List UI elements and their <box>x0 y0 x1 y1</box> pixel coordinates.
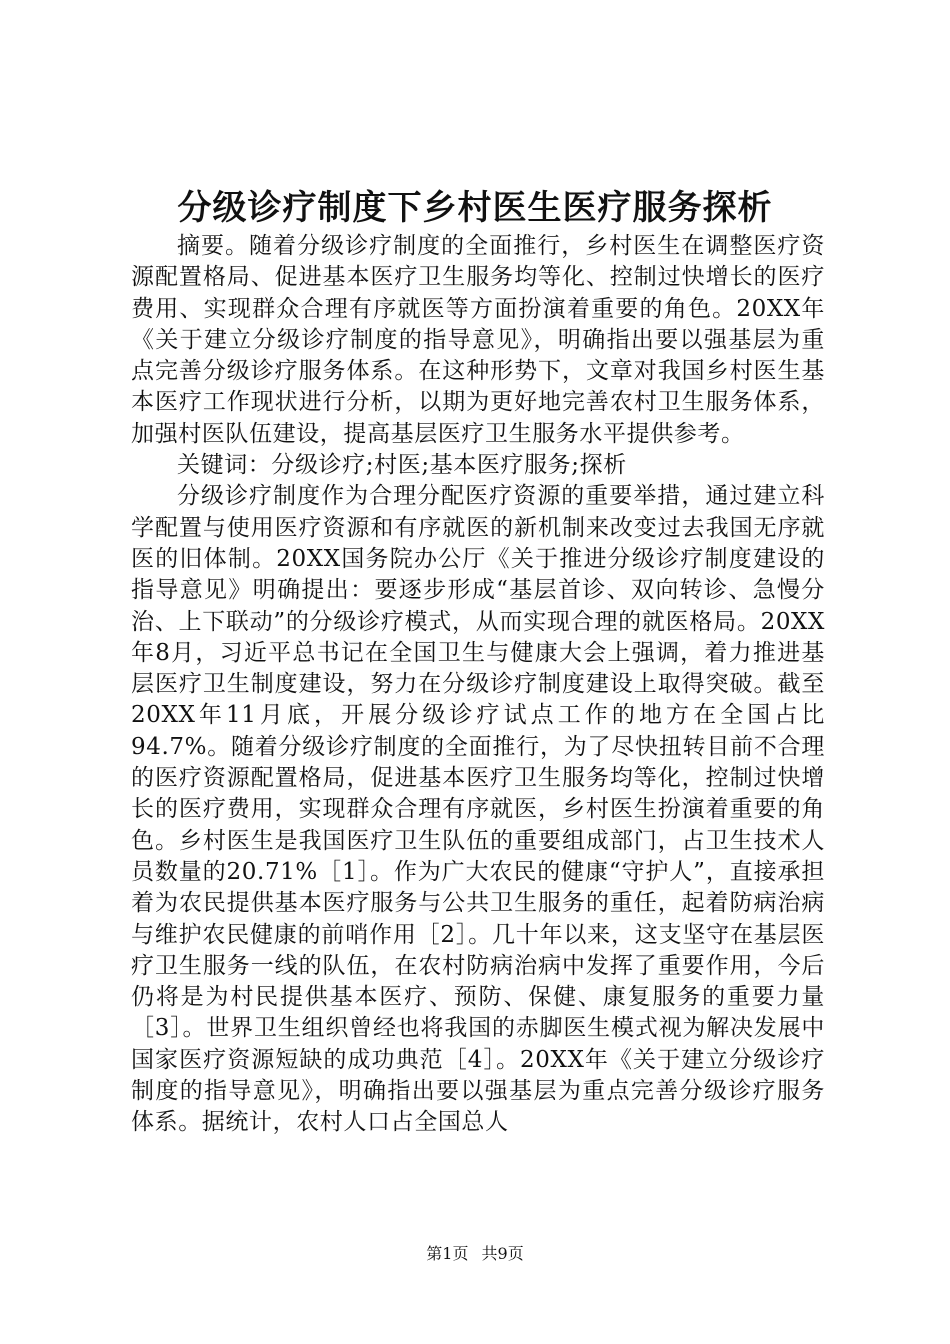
abstract-paragraph: 摘要。随着分级诊疗制度的全面推行，乡村医生在调整医疗资源配置格局、促进基本医疗卫生服务均等化、控制过快增长的医疗费用、实现群众合理有序就医等方面扮演着重要的角色。20XX年《关于建立分级诊疗制度的指导意见》，明确指出要以强基层为重点完善分级诊疗服务体系。在这种形势下，文章对我国乡村医生基本医疗工作现状进行分析，以期为更好地完善农村卫生服务体系，加强村医队伍建设，提高基层医疗卫生服务水平提供参考。 <box>131 233 825 447</box>
page-footer <box>0 1242 950 1266</box>
body-paragraph: 分级诊疗制度作为合理分配医疗资源的重要举措，通过建立科学配置与使用医疗资源和有序就医的新机制来改变过去我国无序就医的旧体制。20XX国务院办公厅《关于推进分级诊疗制度建设的指导意见》明确提出：要逐步形成“基层首诊、双向转诊、急慢分治、上下联动”的分级诊疗模式，从而实现合理的就医格局。20XX年8月，习近平总书记在全国卫生与健康大会上强调，着力推进基层医疗卫生制度建设，努力在分级诊疗制度建设上取得突破。截至20XX年11月底，开展分级诊疗试点工作的地方在全国占比94.7%。随着分级诊疗制度的全面推行，为了尽快扭转目前不合理的医疗资源配置格局，促进基本医疗卫生服务均等化，控制过快增长的医疗费用，实现群众合理有序就医，乡村医生扮演着重要的角色。乡村医生是我国医疗卫生队伍的重要组成部门，占卫生技术人员数量的20.71%［1］。作为广大农民的健康“守护人”，直接承担着为农民提供基本医疗服务与公共卫生服务的重任，起着防病治病与维护农民健康的前哨作用［2］。几十年以来，这支坚守在基层医疗卫生服务一线的队伍，在农村防病治病中发挥了重要作用，今后仍将是为村民提供基本医疗、预防、保健、康复服务的重要力量［3］。世界卫生组织曾经也将我国的赤脚医生模式视为解决发展中国家医疗资源短缺的成功典范［4］。20XX年《关于建立分级诊疗制度的指导意见》，明确指出要以强基层为重点完善分级诊疗服务体系。据统计，农村人口占全国总人 <box>131 483 825 1136</box>
keywords-paragraph: 关键词：分级诊疗;村医;基本医疗服务;探析 <box>177 452 627 479</box>
page-number: 第1页 <box>426 1244 469 1263</box>
document-body <box>131 231 825 1139</box>
document-title: 分级诊疗制度下乡村医生医疗服务探析 <box>177 188 773 228</box>
page-total: 共9页 <box>481 1244 524 1263</box>
